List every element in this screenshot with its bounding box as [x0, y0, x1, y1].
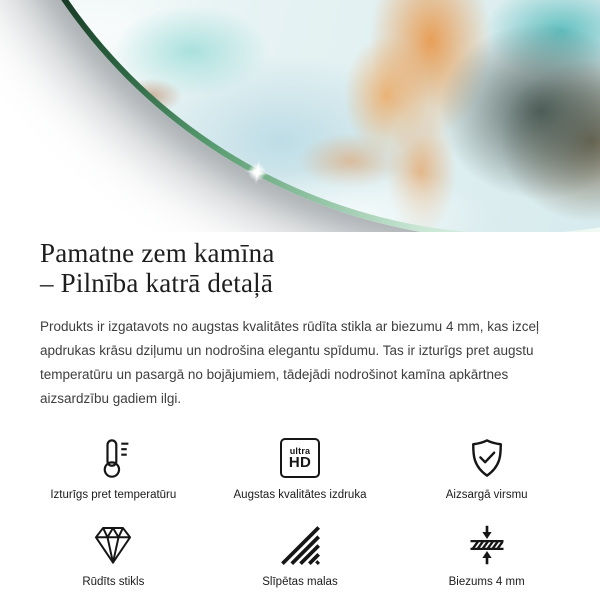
feature-item-beveled-edges	[207, 523, 394, 588]
page-title-line1: Pamatne zem kamīna	[40, 238, 275, 268]
feature-label: Aizsargā virsmu	[445, 489, 528, 501]
features-grid	[20, 436, 580, 588]
feature-item-thickness	[393, 523, 580, 588]
sparkle-highlight-icon	[242, 157, 271, 186]
beveled-edge-icon	[277, 523, 323, 567]
ultra-hd-icon	[277, 436, 323, 480]
feature-label: Rūdīts stikls	[82, 576, 145, 588]
feature-label: Izturīgs pret temperatūru	[50, 489, 177, 501]
product-description: Produkts ir izgatavots no augstas kvalitātes rūdīta stikla ar biezumu 4 mm, kas izceļ apdrukas krāsu dziļumu un nodrošina elegantu spīdumu. Tas ir izturīgs pret augstu temperatūru un pasargā no bojājumiem, tādejādi nodrošinot kamīna apkārtnes aizsardzību gadiem ilgi.	[40, 319, 539, 406]
feature-item-temperature	[20, 436, 207, 501]
page-title-line2: – Pilnība katrā detaļā	[40, 268, 274, 298]
feature-item-surface-protection	[393, 436, 580, 501]
feature-label: Slīpētas malas	[262, 576, 338, 588]
thickness-icon	[464, 523, 510, 567]
glass-disc-marble-surface	[0, 0, 600, 232]
feature-item-tempered-glass	[20, 523, 207, 588]
glass-disc-edge	[0, 0, 600, 232]
content-section	[0, 238, 600, 588]
hero-section	[0, 0, 600, 232]
thermometer-icon	[90, 436, 136, 480]
ultra-hd-icon-bottom-text: HD	[288, 454, 312, 471]
feature-item-print-quality	[207, 436, 394, 501]
diamond-icon	[90, 523, 136, 567]
feature-label: Biezums 4 mm	[448, 576, 525, 588]
feature-label: Augstas kvalitātes izdruka	[233, 489, 367, 501]
shield-check-icon	[464, 436, 510, 480]
page-title	[40, 238, 600, 298]
ultra-hd-icon-top-text: ultra	[289, 446, 311, 456]
